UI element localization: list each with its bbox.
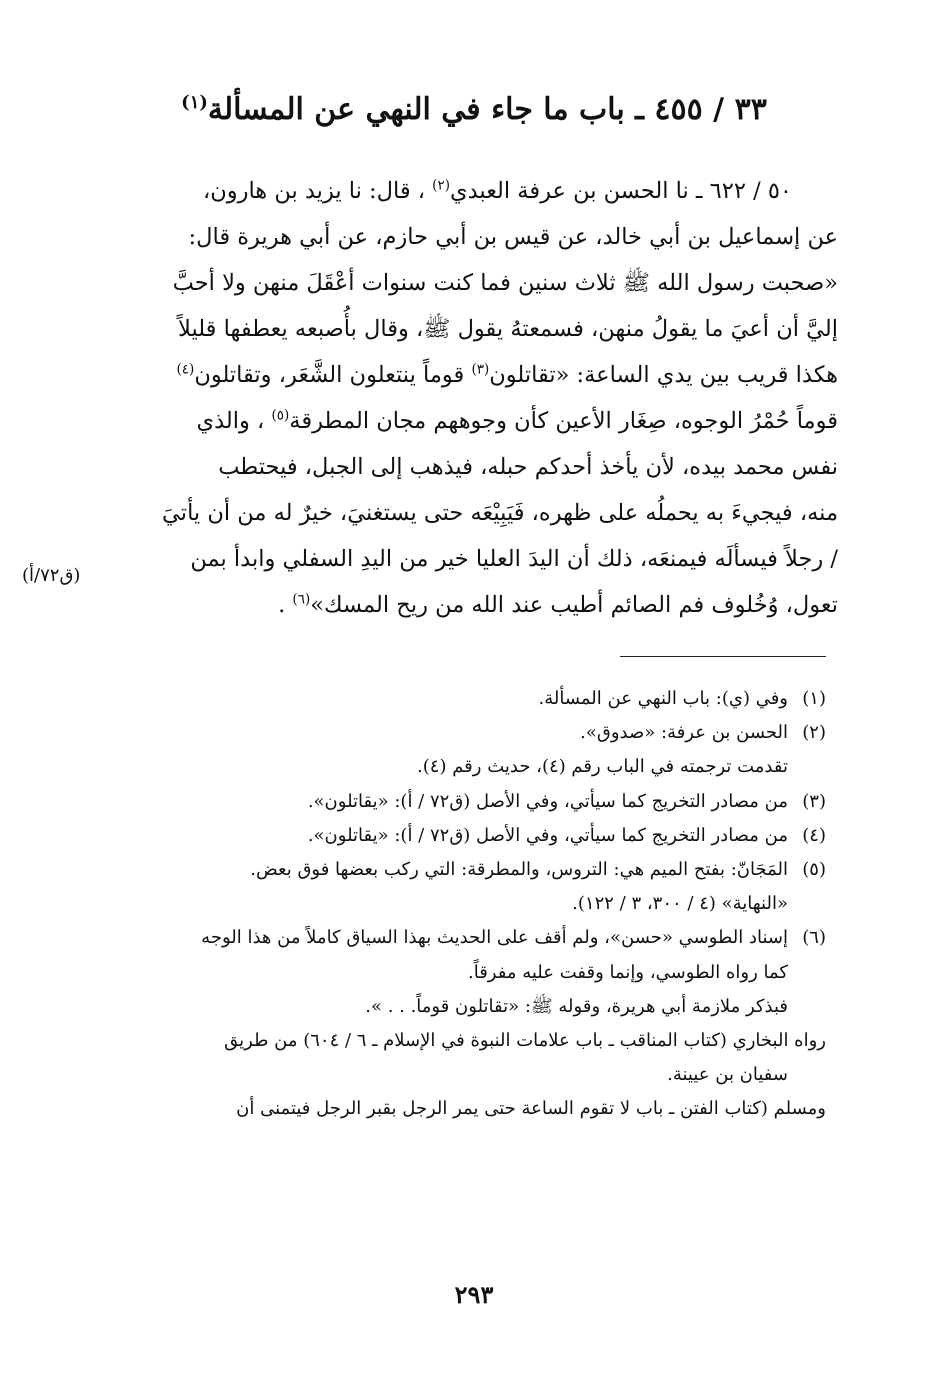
text-span: إليَّ أن أعيَ ما يقولُ منهن، فسمعتهُ يقول ﷺ، وقال بأُصبعه يعطفها قليلاً [178,316,838,342]
hadith-text [118,168,838,628]
footnote-text: رواه البخاري (كتاب المناقب ـ باب علامات النبوة في الإسلام ـ ٦ / ٦٠٤) من طريق [224,1030,826,1052]
footnote-ref: (٦) [292,591,311,608]
footnote-number: (٣) [802,790,826,812]
footnote-number: (١) [802,688,826,709]
text-line [118,536,838,582]
text-span: «صحبت رسول الله ﷺ ثلاث سنين فما كنت سنوات أعْقَلَ منهن ولا أحبَّ [172,270,838,296]
footnote-text: إسناد الطوسي «حسن»، ولم أقف على الحديث بهذا السياق كاملاً من هذا الوجه [201,927,788,949]
text-span: ، والذي [196,408,272,434]
text-span: ٥٠ / ٦٢٢ ـ نا الحسن بن عرفة العبدي [449,178,792,204]
footnote-text: كما رواه الطوسي، وإنما وقفت عليه مفرقاً. [468,961,788,983]
footnote-number: (٦) [802,927,826,949]
footnote-item [126,921,826,955]
text-line [118,168,838,214]
text-span: . [278,592,293,618]
chapter-heading [110,88,838,132]
footnote-text: المَجَانّ: بفتح الميم هي: التروس، والمطرقة: التي ركب بعضها فوق بعض. [250,859,788,881]
footnote-continuation [126,1024,826,1058]
text-line [118,352,838,398]
footnote-continuation [126,1058,826,1092]
footnote-ref: (٤) [176,361,195,378]
footnote-number: (٤) [802,824,826,846]
footnote-item [126,716,826,750]
footnote-item [126,682,826,716]
text-span: هكذا قريب بين يدي الساعة: «تقاتلون [489,362,838,388]
footnote-continuation [126,990,826,1024]
footnote-text: الحسن بن عرفة: «صدوق». [580,722,788,744]
footnote-item [126,785,826,819]
footnote-number: (٢) [802,722,826,744]
footnote-text: وفي (ي): باب النهي عن المسألة. [538,688,788,709]
manuscript-folio-marker: (ق٧٢/أ) [22,565,81,586]
footnote-continuation [126,956,826,990]
text-line [118,398,838,444]
footnote-ref: (٥) [271,407,290,424]
text-span: منه، فيجيءَ به يحملُه على ظهره، فَيَبِيْعَه حتى يستغنيَ، خيرٌ له من أن يأتيَ [162,500,838,526]
text-span: قوماً ينتعلون الشَّعَر، وتقاتلون [194,362,472,388]
text-line [118,490,838,536]
footnote-ref: (٢) [432,177,450,194]
footnote-text: من مصادر التخريج كما سيأتي، وفي الأصل (ق٧٢ / أ): «يقاتلون». [307,790,788,812]
footnote-text: من مصادر التخريج كما سيأتي، وفي الأصل (ق٧٢ / أ): «يقاتلون». [307,824,788,846]
footnote-text: فبذكر ملازمة أبي هريرة، وقوله ﷺ: «تقاتلون قوماً. . . ». [365,995,788,1017]
footnote-ref: (٣) [471,361,490,378]
footnote-continuation [126,887,826,921]
footnote-text: «النهاية» (٤ / ٣٠٠، ٣ / ١٢٢). [572,893,788,915]
footnotes [126,682,826,1127]
footnote-item [126,819,826,853]
text-line [118,214,838,260]
text-line [118,306,838,352]
text-line [118,582,838,628]
text-line [118,260,838,306]
footnote-text: ومسلم (كتاب الفتن ـ باب لا تقوم الساعة حتى يمر الرجل بقبر الرجل فيتمنى أن [236,1098,826,1120]
footnote-text: تقدمت ترجمته في الباب رقم (٤)، حديث رقم (٤). [417,756,788,778]
text-span: نفس محمد بيده، لأن يأخذ أحدكم حبله، فيذهب إلى الجبل، فيحتطب [218,454,838,480]
text-span: / رجلاً فيسألَه فيمنعَه، ذلك أن اليدَ العليا خير من اليدِ السفلي وابدأ بمن [190,546,838,572]
text-span: تعول، وُخُلوف فم الصائم أطيب عند الله من ريح المسك» [310,592,838,618]
text-span: عن إسماعيل بن أبي خالد، عن قيس بن أبي حازم، عن أبي هريرة قال: [188,224,838,250]
text-span: ، قال: نا يزيد بن هارون، [202,178,433,204]
text-span: قوماً حُمْرُ الوجوه، صِغَار الأعين كأن وجوههم مجان المطرقة [289,408,838,434]
footnote-item [126,853,826,887]
footnote-text: سفيان بن عيينة. [667,1064,788,1086]
footnote-ref: (١) [181,92,208,113]
footnote-continuation [126,1092,826,1126]
footnote-separator [620,656,826,657]
page-number: ٢٩٣ [454,1280,494,1309]
footnote-continuation [126,750,826,784]
footnote-number: (٥) [802,859,826,881]
chapter-heading-text: ٣٣ / ٤٥٥ ـ باب ما جاء في النهي عن المسألة [207,92,767,127]
text-line [118,444,838,490]
